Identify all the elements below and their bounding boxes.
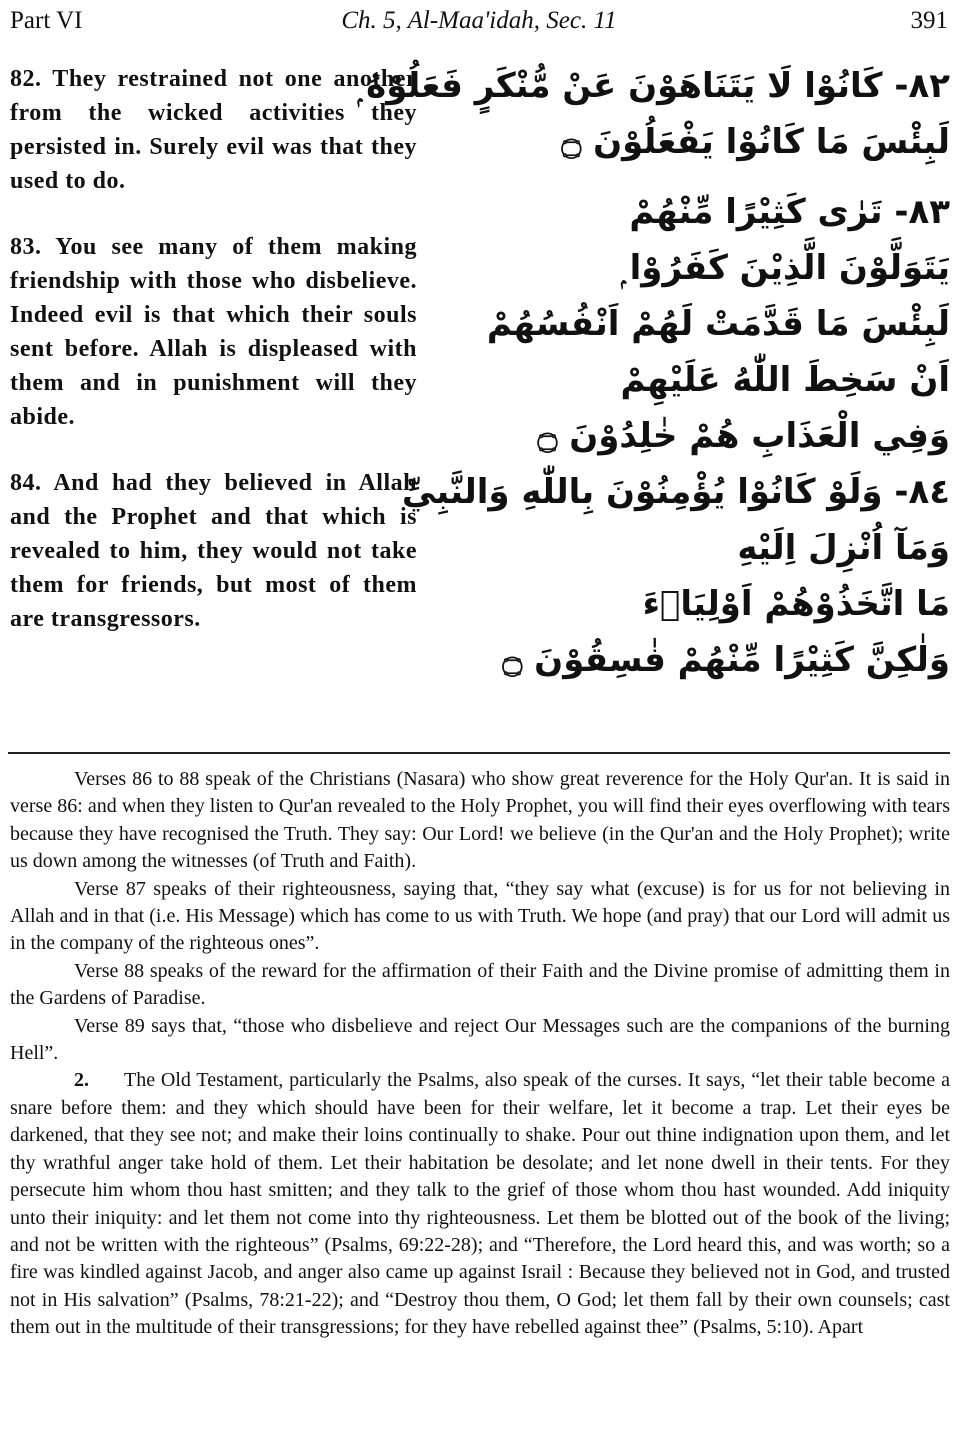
note-number: 2. (74, 1069, 89, 1092)
arabic-line: يَتَوَلَّوْنَ الَّذِيْنَ كَفَرُوْا ۭ (621, 248, 950, 288)
arabic-line: ٨٤- وَلَوْ كَانُوْا يُؤْمِنُوْنَ بِاللّٰهِ وَالنَّبِيِّ (401, 472, 950, 512)
arabic-line: اَنْ سَخِطَ اللّٰهُ عَلَيْهِمْ (620, 360, 950, 400)
commentary-paragraph: Verse 89 says that, “those who disbelieve and reject Our Messages such are the companions of the burning Hell”. (10, 1014, 950, 1065)
arabic-line: ٨٣- تَرٰى كَثِيْرًا مِّنْهُمْ (629, 192, 950, 232)
arabic-line: وَفِي الْعَذَابِ هُمْ خٰلِدُوْنَ ۝ (537, 416, 950, 456)
page-number: 391 (910, 7, 948, 34)
arabic-line: ٨٢- كَانُوْا لَا يَتَنَاهَوْنَ عَنْ مُّنْكَرٍ فَعَلُوْهُ ۭ (357, 66, 950, 106)
arabic-line: مَا اتَّخَذُوْهُمْ اَوْلِيَاۗءَ (642, 584, 950, 624)
arabic-line: لَبِئْسَ مَا قَدَّمَتْ لَهُمْ اَنْفُسُهُمْ (486, 304, 950, 344)
verse-84-translation: 84. And had they believed in Allah and the Prophet and that which is revealed to him, they would not take them for friends, but most of them are transgressors. (10, 470, 417, 632)
section-divider (8, 752, 950, 754)
commentary-text (10, 766, 950, 1342)
verse-82-translation: 82. They restrained not one another from the wicked activities they persisted in. Surely evil was that they used to do. (10, 66, 417, 194)
translation-column (10, 62, 417, 636)
commentary-paragraph: Verse 87 speaks of their righteousness, saying that, “they say what (excuse) is for us for not believing in Allah and in that (i.e. His Message) which has come to us with Truth. We hope (and pray) that our Lord will admit us in the company of the righteous ones”. (10, 877, 950, 955)
arabic-line: وَلٰكِنَّ كَثِيْرًا مِّنْهُمْ فٰسِقُوْنَ ۝ (502, 640, 950, 680)
page-header (10, 4, 948, 38)
part-label: Part VI (10, 7, 83, 34)
arabic-line: لَبِئْسَ مَا كَانُوْا يَفْعَلُوْنَ ۝ (561, 122, 950, 162)
arabic-line: وَمَآ اُنْزِلَ اِلَيْهِ (737, 528, 950, 568)
verse-83-translation: 83. You see many of them making friendship with those who disbelieve. Indeed evil is that which their souls sent before. Allah is displeased with them and in punishment will they abide. (10, 234, 417, 430)
commentary-paragraph: Verse 88 speaks of the reward for the affirmation of their Faith and the Divine promise of admitting them in the Gardens of Paradise. (10, 959, 950, 1010)
note-text: The Old Testament, particularly the Psalms, also speak of the curses. It says, “let their table become a snare before them: and they which should have been for their welfare, let it become a trap. Let their eyes be darkened, that they see not; and make their loins continually to shake. Pour out thine indignation upon them, and let thy wrathful anger take hold of them. Let their habitation be desolate; and let none dwell in their tents. For they persecute him whom thou hast smitten; and they talk to the grief of those whom thou hast wounded. Add iniquity unto their iniquity: and let them not come into thy righteousness. Let them be blotted out of the book of the living; and not be written with the righteous” (Psalms, 69:22-28); and “Therefore, the Lord heard this, and was worth; so a fire was kindled against Jacob, and anger also came up against Israil : Because they believed not in God, and trusted not in His salvation” (Psalms, 78:21-22); and “Destroy thou them, O God; let them fall by their own counsels; cast them out in the multitude of their transgressions; for they have rebelled against thee” (Psalms, 5:10). Apart (10, 1069, 951, 1339)
commentary-paragraph (10, 1067, 950, 1341)
chapter-title: Ch. 5, Al-Maa'idah, Sec. 11 (341, 7, 617, 34)
arabic-text-column (357, 58, 950, 688)
commentary-paragraph: Verses 86 to 88 speak of the Christians (Nasara) who show great reverence for the Holy Qur'an. It is said in verse 86: and when they listen to Qur'an revealed to the Holy Prophet, you will find their eyes overflowing with tears because they have recognised the Truth. They say: Our Lord! we believe (in the Qur'an and the Holy Prophet); write us down among the witnesses (of Truth and Faith). (10, 768, 950, 873)
